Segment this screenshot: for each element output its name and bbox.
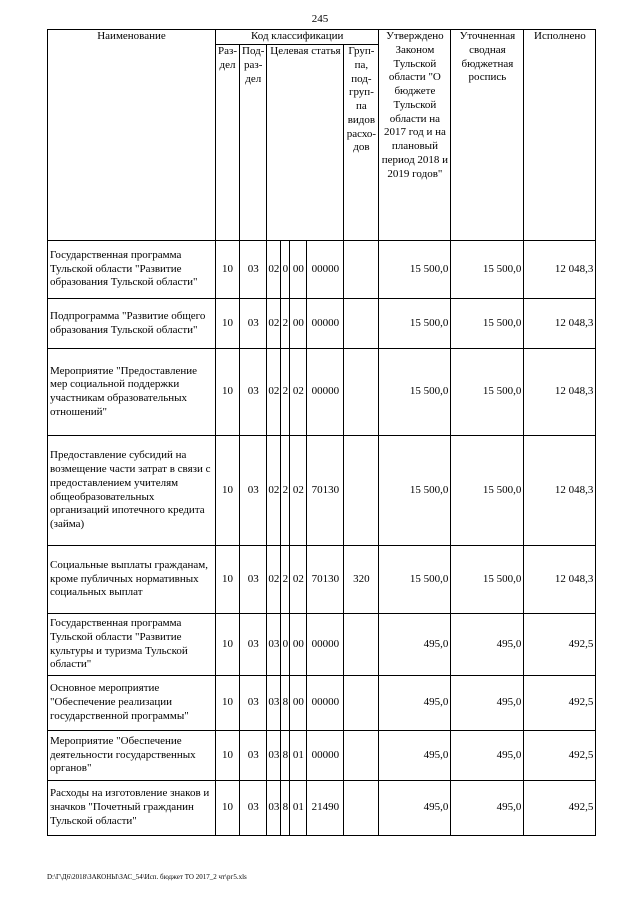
row-approved: 15 500,0	[379, 436, 451, 546]
row-executed: 492,5	[524, 614, 596, 676]
table-row	[48, 546, 596, 614]
row-subsection: 03	[240, 614, 267, 676]
row-subsection: 03	[240, 349, 267, 436]
table-row	[48, 676, 596, 731]
row-executed: 492,5	[524, 676, 596, 731]
row-direction: 00000	[307, 299, 344, 349]
header-expense-group: Груп-па, под-груп-па видов расхо-дов	[344, 45, 379, 241]
row-name: Социальные выплаты гражданам, кроме публичных нормативных социальных выплат	[48, 546, 216, 614]
row-direction: 21490	[307, 781, 344, 836]
header-subsection: Под-раз-дел	[240, 45, 267, 241]
row-subprogram: 2	[281, 349, 290, 436]
header-section: Раз-дел	[216, 45, 240, 241]
row-expense-group	[344, 731, 379, 781]
row-subprogram: 2	[281, 299, 290, 349]
row-refined: 495,0	[451, 676, 524, 731]
table-row	[48, 614, 596, 676]
budget-table	[47, 29, 596, 836]
row-section: 10	[216, 676, 240, 731]
row-expense-group	[344, 676, 379, 731]
row-program: 03	[267, 676, 281, 731]
row-program: 02	[267, 436, 281, 546]
row-executed: 12 048,3	[524, 436, 596, 546]
row-section: 10	[216, 241, 240, 299]
row-event: 02	[290, 349, 307, 436]
row-name: Мероприятие "Обеспечение деятельности государственных органов"	[48, 731, 216, 781]
row-approved: 15 500,0	[379, 241, 451, 299]
row-section: 10	[216, 349, 240, 436]
row-executed: 12 048,3	[524, 546, 596, 614]
row-expense-group	[344, 436, 379, 546]
row-direction: 70130	[307, 436, 344, 546]
row-expense-group	[344, 241, 379, 299]
header-executed: Исполнено	[524, 30, 596, 241]
table-row	[48, 241, 596, 299]
row-section: 10	[216, 614, 240, 676]
row-executed: 492,5	[524, 731, 596, 781]
row-executed: 12 048,3	[524, 299, 596, 349]
row-expense-group	[344, 299, 379, 349]
table-row	[48, 349, 596, 436]
row-executed: 492,5	[524, 781, 596, 836]
row-name: Предоставление субсидий на возмещение части затрат в связи с предоставлением учителям общеобразовательных организаций ипотечного кредита (займа)	[48, 436, 216, 546]
row-event: 00	[290, 614, 307, 676]
row-event: 01	[290, 731, 307, 781]
row-refined: 15 500,0	[451, 349, 524, 436]
row-subsection: 03	[240, 299, 267, 349]
row-refined: 15 500,0	[451, 436, 524, 546]
row-approved: 495,0	[379, 731, 451, 781]
header-target-article: Целевая статья	[267, 45, 344, 241]
row-subsection: 03	[240, 436, 267, 546]
row-direction: 00000	[307, 241, 344, 299]
header-refined: Уточненная сводная бюджетная роспись	[451, 30, 524, 241]
row-subsection: 03	[240, 676, 267, 731]
row-refined: 15 500,0	[451, 241, 524, 299]
row-refined: 495,0	[451, 731, 524, 781]
row-event: 00	[290, 241, 307, 299]
row-program: 02	[267, 546, 281, 614]
row-program: 02	[267, 349, 281, 436]
row-name: Основное мероприятие "Обеспечение реализации государственной программы"	[48, 676, 216, 731]
row-refined: 15 500,0	[451, 299, 524, 349]
row-approved: 15 500,0	[379, 299, 451, 349]
row-event: 01	[290, 781, 307, 836]
row-name: Государственная программа Тульской области "Развитие образования Тульской области"	[48, 241, 216, 299]
row-direction: 00000	[307, 614, 344, 676]
row-refined: 495,0	[451, 781, 524, 836]
row-approved: 495,0	[379, 614, 451, 676]
row-refined: 495,0	[451, 614, 524, 676]
row-expense-group	[344, 349, 379, 436]
row-subprogram: 8	[281, 731, 290, 781]
row-event: 00	[290, 676, 307, 731]
row-approved: 15 500,0	[379, 349, 451, 436]
page-number: 245	[311, 13, 329, 25]
header-name: Наименование	[48, 30, 216, 241]
row-subsection: 03	[240, 241, 267, 299]
row-name: Государственная программа Тульской области "Развитие культуры и туризма Тульской области"	[48, 614, 216, 676]
row-subprogram: 0	[281, 614, 290, 676]
row-executed: 12 048,3	[524, 241, 596, 299]
row-executed: 12 048,3	[524, 349, 596, 436]
row-program: 02	[267, 299, 281, 349]
table-row	[48, 436, 596, 546]
header-code: Код классификации	[216, 30, 379, 45]
row-subprogram: 0	[281, 241, 290, 299]
table-row	[48, 731, 596, 781]
row-subsection: 03	[240, 546, 267, 614]
table-row	[48, 299, 596, 349]
row-expense-group	[344, 614, 379, 676]
row-name: Расходы на изготовление знаков и значков "Почетный гражданин Тульской области"	[48, 781, 216, 836]
row-direction: 00000	[307, 731, 344, 781]
row-name: Мероприятие "Предоставление мер социальной поддержки участникам образовательных отношений"	[48, 349, 216, 436]
row-section: 10	[216, 436, 240, 546]
row-section: 10	[216, 546, 240, 614]
row-section: 10	[216, 731, 240, 781]
row-event: 00	[290, 299, 307, 349]
row-subprogram: 2	[281, 436, 290, 546]
row-approved: 495,0	[379, 781, 451, 836]
row-approved: 15 500,0	[379, 546, 451, 614]
row-program: 03	[267, 731, 281, 781]
row-subprogram: 8	[281, 781, 290, 836]
row-expense-group	[344, 781, 379, 836]
header-approved: Утверждено Законом Тульской области "О бюджете Тульской области на 2017 год и на плановый период 2018 и 2019 годов"	[379, 30, 451, 241]
row-subprogram: 2	[281, 546, 290, 614]
row-event: 02	[290, 436, 307, 546]
row-program: 03	[267, 614, 281, 676]
row-refined: 15 500,0	[451, 546, 524, 614]
file-path-footer: D:\Г\Д6\2018\ЗАКОНЫ\ЗАС_54\Исп. бюджет ТО 2017_2 чт\рг5.xls	[47, 873, 247, 881]
row-direction: 70130	[307, 546, 344, 614]
row-subprogram: 8	[281, 676, 290, 731]
row-program: 03	[267, 781, 281, 836]
row-section: 10	[216, 299, 240, 349]
row-direction: 00000	[307, 676, 344, 731]
row-subsection: 03	[240, 781, 267, 836]
row-section: 10	[216, 781, 240, 836]
row-approved: 495,0	[379, 676, 451, 731]
row-program: 02	[267, 241, 281, 299]
row-event: 02	[290, 546, 307, 614]
row-expense-group: 320	[344, 546, 379, 614]
row-direction: 00000	[307, 349, 344, 436]
table-row	[48, 781, 596, 836]
row-name: Подпрограмма "Развитие общего образования Тульской области"	[48, 299, 216, 349]
row-subsection: 03	[240, 731, 267, 781]
